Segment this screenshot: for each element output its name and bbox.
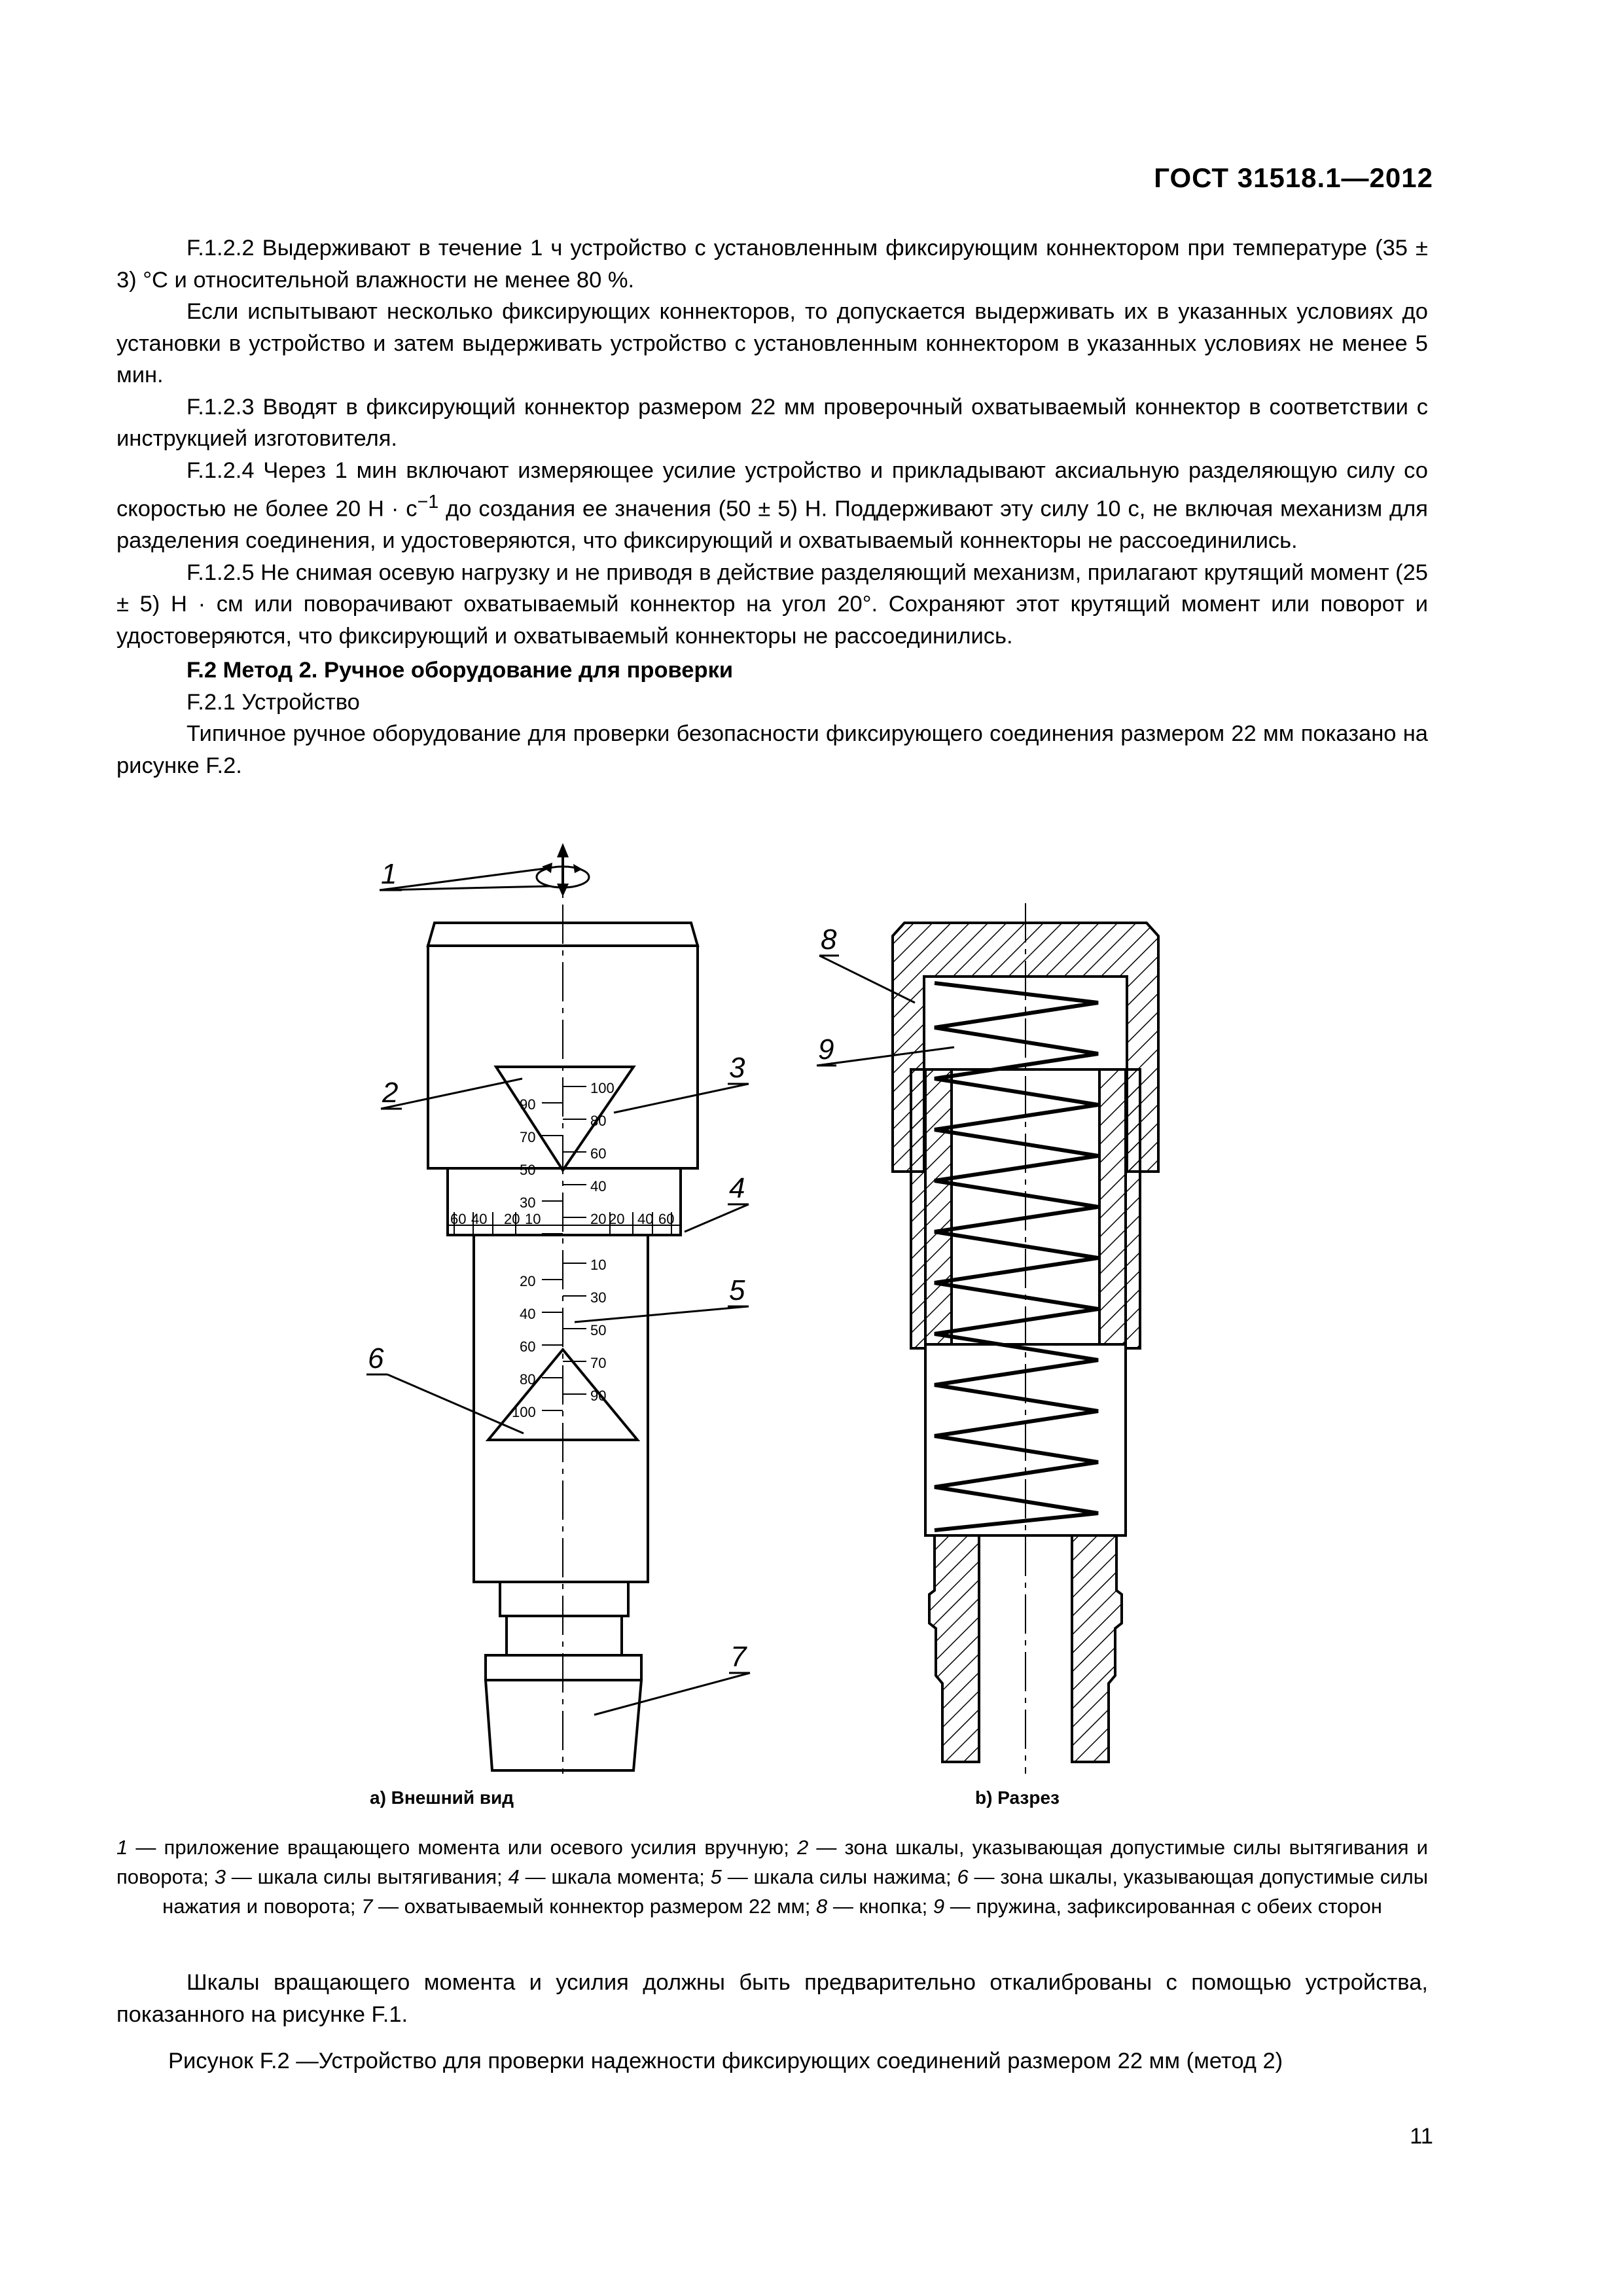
paragraph-f1-2-4-part1: F.1.2.4 Через 1 мин включают измеряющее усилие устройство и прикладывают аксиальную разделяющую силу со скоростью не более 20 Н · с: [116, 457, 1428, 522]
legend-text-2: — зона шкалы, указывающая допустимые силы вытягивания и поворота;: [116, 1836, 1428, 1888]
paragraph-conditioning: Если испытывают несколько фиксирующих коннекторов, то допускается выдерживать их в указанных условиях до установки в устройство и затем выдерживать устройство с установленным коннектором в указанных условиях не менее 5 мин.: [116, 299, 1428, 387]
scale-torque-20: 20: [590, 1211, 607, 1227]
scale-torque-left-60: 60: [450, 1211, 467, 1227]
scale-pull-70: 70: [520, 1129, 536, 1145]
legend-text-7: — охватываемый коннектор размером 22 мм;: [372, 1895, 816, 1918]
section-heading-f2: F.2 Метод 2. Ручное оборудование для проверки: [187, 658, 734, 683]
scale-torque-30: 30: [520, 1194, 536, 1211]
scale-push-30: 30: [590, 1289, 607, 1306]
callout-1: 1: [381, 858, 397, 890]
legend-num-3: 3: [214, 1865, 226, 1888]
scale-push-40: 40: [520, 1306, 536, 1322]
legend-num-1: 1: [116, 1836, 128, 1859]
legend-text-4: — шкала момента;: [519, 1865, 711, 1888]
external-view-drawing: [366, 843, 750, 1774]
legend-text-9: — пружина, зафиксированная с обеих сторон: [944, 1895, 1382, 1918]
scale-pull-80: 80: [590, 1113, 607, 1129]
callout-2: 2: [382, 1077, 399, 1109]
paragraph-f1-2-4: [116, 455, 1428, 557]
legend-text-1: — приложение вращающего момента или осевого усилия вручную;: [128, 1836, 797, 1859]
section-view-labels: [818, 924, 837, 1066]
legend-num-6: 6: [957, 1865, 969, 1888]
scale-pull-100: 100: [590, 1080, 615, 1096]
scale-torque-10: 10: [525, 1211, 541, 1227]
scale-torque-right-20: 20: [609, 1211, 625, 1227]
scale-push-60: 60: [520, 1338, 536, 1355]
scale-torque-left-40: 40: [471, 1211, 488, 1227]
scale-push-10: 10: [590, 1257, 607, 1273]
callout-7: 7: [730, 1641, 747, 1673]
figure-caption: Рисунок F.2 —Устройство для проверки надежности фиксирующих соединений размером 22 мм (метод 2): [168, 2049, 1283, 2073]
legend-num-8: 8: [816, 1895, 828, 1918]
paragraph-f2-1-text: Типичное ручное оборудование для проверки безопасности фиксирующего соединения размером 22 мм показано на рисунке F.2.: [116, 721, 1428, 778]
callout-5: 5: [729, 1274, 745, 1306]
paragraph-f1-2-5: F.1.2.5 Не снимая осевую нагрузку и не приводя в действие разделяющий механизм, прилагают крутящий момент (25 ± 5) Н · см или поворачивают охватываемый коннектор на угол 20°. Сохраняют этот крутящий момент или поворот и удостоверяются, что фиксирующий и охватываемый коннекторы не рассоединились.: [116, 560, 1428, 649]
callout-4: 4: [729, 1172, 745, 1204]
scale-pull-50: 50: [520, 1162, 536, 1178]
external-view-labels: [368, 858, 747, 1673]
unit-exponent: −1: [417, 492, 439, 512]
scale-pull-60: 60: [590, 1145, 607, 1162]
caption-external-view: a) Внешний вид: [370, 1787, 514, 1808]
section-view-drawing: [817, 903, 1158, 1774]
legend-text-6: — зона шкалы, указывающая допустимые силы нажатия и поворота;: [162, 1865, 1428, 1918]
legend-num-7: 7: [361, 1895, 373, 1918]
scale-push-100: 100: [512, 1404, 536, 1420]
caption-section-view: b) Разрез: [975, 1787, 1060, 1808]
legend-num-5: 5: [710, 1865, 722, 1888]
paragraph-f1-2-4-part2: до создания ее значения (50 ± 5) Н. Поддерживают эту силу 10 с, не включая механизм для разделения соединения, и удостоверяются, что фиксирующий и охватываемый коннекторы не рассоединились.: [116, 496, 1428, 553]
calibration-note: Шкалы вращающего момента и усилия должны быть предварительно откалиброваны с помощью устройства, показанного на рисунке F.1.: [116, 1970, 1428, 2027]
scale-torque-right-40: 40: [637, 1211, 654, 1227]
scale-push-50: 50: [590, 1322, 607, 1338]
legend-num-9: 9: [933, 1895, 945, 1918]
scale-torque-right-60: 60: [658, 1211, 675, 1227]
paragraph-f2-1: F.2.1 Устройство: [187, 689, 360, 715]
legend-text-3: — шкала силы вытягивания;: [225, 1865, 508, 1888]
figure-drawing: [116, 831, 1428, 1820]
legend-num-4: 4: [508, 1865, 520, 1888]
legend-num-2: 2: [796, 1836, 809, 1859]
callout-8: 8: [821, 924, 837, 956]
document-header: ГОСТ 31518.1—2012: [1154, 162, 1433, 193]
body-text: [116, 232, 1428, 781]
figure-f2: [116, 831, 1428, 1820]
paragraph-f1-2-3: F.1.2.3 Вводят в фиксирующий коннектор размером 22 мм проверочный охватываемый коннектор в соответствии с инструкцией изготовителя.: [116, 394, 1428, 451]
paragraph-f1-2-2: F.1.2.2 Выдерживают в течение 1 ч устройство с установленным фиксирующим коннектором при температуре (35 ± 3) °С и относительной влажности не менее 80 %.: [116, 236, 1428, 293]
scale-pull-90: 90: [520, 1096, 536, 1113]
callout-6: 6: [368, 1342, 384, 1374]
scale-pull-40: 40: [590, 1178, 607, 1194]
scale-push-70: 70: [590, 1355, 607, 1371]
page-number: 11: [1410, 2124, 1433, 2149]
scale-torque-left-20: 20: [504, 1211, 520, 1227]
figure-legend: [116, 1833, 1428, 1921]
legend-text-5: — шкала силы нажима;: [721, 1865, 957, 1888]
scale-push-20: 20: [520, 1273, 536, 1289]
scale-push-90: 90: [590, 1388, 607, 1404]
callout-3: 3: [729, 1052, 745, 1084]
callout-9: 9: [818, 1033, 834, 1066]
legend-text-8: — кнопка;: [827, 1895, 933, 1918]
scale-push-80: 80: [520, 1371, 536, 1388]
